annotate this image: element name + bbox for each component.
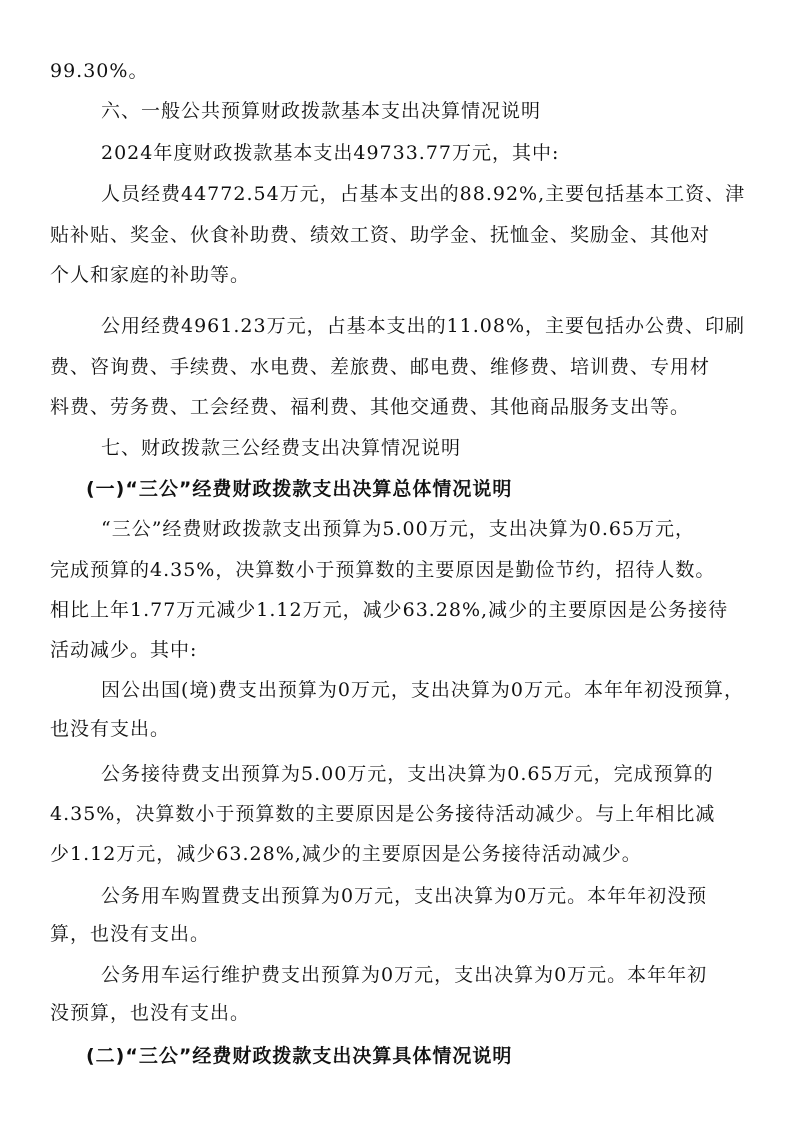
text-line: 人员经费44772.54万元，占基本支出的88.92%,主要包括基本工资、津 (101, 183, 746, 205)
text-line: 算，也没有支出。 (50, 923, 211, 945)
text-line: 99.30%。 (50, 60, 149, 82)
text-line: 料费、劳务费、工会经费、福利费、其他交通费、其他商品服务支出等。 (50, 396, 691, 418)
text-line: 完成预算的4.35%，决算数小于预算数的主要原因是勤俭节约，招待人数。 (50, 559, 716, 581)
text-line: 也没有支出。 (50, 718, 171, 740)
text-line: 活动减少。其中: (50, 639, 198, 661)
text-line: 2024年度财政拨款基本支出49733.77万元，其中: (101, 142, 560, 164)
subsection-heading-2: (二)“三公”经费财政拨款支出决算具体情况说明 (86, 1045, 513, 1067)
text-line: 4.35%，决算数小于预算数的主要原因是公务接待活动减少。与上年相比减 (50, 803, 716, 825)
text-line: 相比上年1.77万元减少1.12万元，减少63.28%,减少的主要原因是公务接待 (50, 599, 729, 621)
text-line: “三公”经费财政拨款支出预算为5.00万元，支出决算为0.65万元， (101, 518, 696, 540)
text-line: 个人和家庭的补助等。 (50, 264, 251, 286)
text-line: 公务用车运行维护费支出预算为0万元，支出决算为0万元。本年年初 (101, 964, 708, 986)
section-heading-6: 六、一般公共预算财政拨款基本支出决算情况说明 (101, 100, 542, 122)
text-line: 少1.12万元，减少63.28%,减少的主要原因是公务接待活动减少。 (50, 843, 642, 865)
text-line: 公用经费4961.23万元，占基本支出的11.08%，主要包括办公费、印刷 (101, 315, 746, 337)
section-heading-7: 七、财政拨款三公经费支出决算情况说明 (101, 437, 462, 459)
text-line: 公务接待费支出预算为5.00万元，支出决算为0.65万元，完成预算的 (101, 763, 714, 785)
subsection-heading-1: (一)“三公”经费财政拨款支出决算总体情况说明 (86, 478, 513, 500)
text-line: 因公出国(境)费支出预算为0万元，支出决算为0万元。本年年初没预算， (101, 679, 745, 701)
text-line: 费、咨询费、手续费、水电费、差旅费、邮电费、维修费、培训费、专用材 (50, 356, 711, 378)
text-line: 贴补贴、奖金、伙食补助费、绩效工资、助学金、抚恤金、奖励金、其他对 (50, 224, 711, 246)
text-line: 没预算，也没有支出。 (50, 1002, 251, 1024)
text-line: 公务用车购置费支出预算为0万元，支出决算为0万元。本年年初没预 (101, 885, 708, 907)
